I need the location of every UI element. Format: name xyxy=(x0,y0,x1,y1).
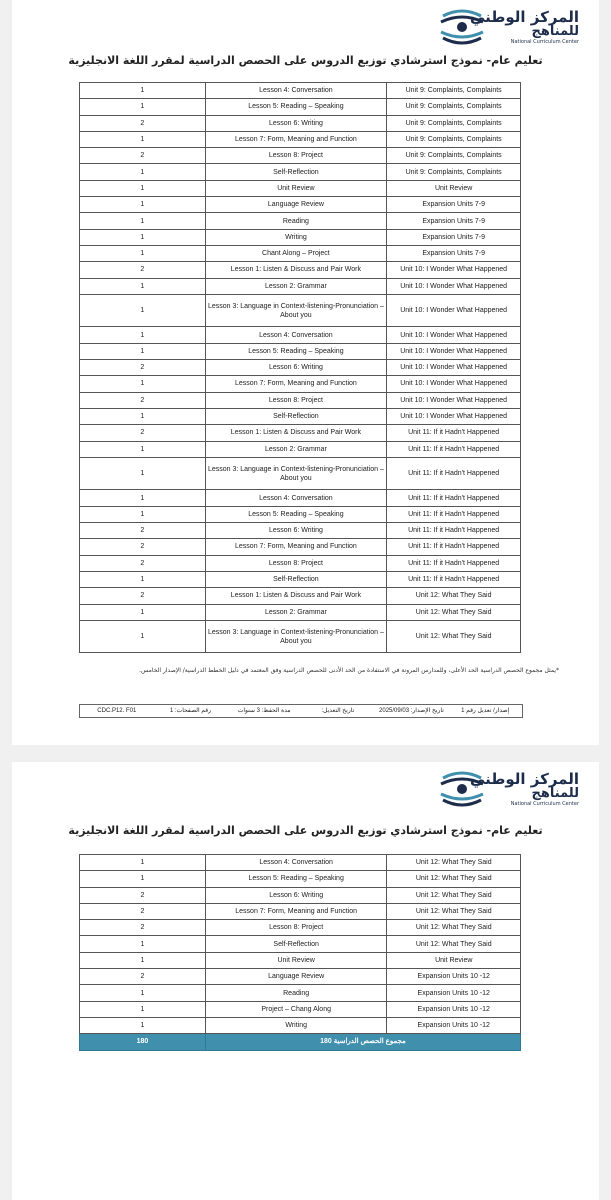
table-row xyxy=(80,83,521,99)
unit-cell: Unit 11: If it Hadn't Happened xyxy=(387,523,521,539)
unit-cell: Unit 10: I Wonder What Happened xyxy=(387,408,521,424)
lesson-cell: Project – Chang Along xyxy=(205,1001,387,1017)
periods-cell: 2 xyxy=(80,555,206,571)
lesson-cell: Lesson 2: Grammar xyxy=(205,441,387,457)
periods-cell: 1 xyxy=(80,936,206,952)
table-row xyxy=(80,425,521,441)
table-row xyxy=(80,343,521,359)
unit-cell: Unit 11: If it Hadn't Happened xyxy=(387,425,521,441)
periods-cell: 2 xyxy=(80,588,206,604)
lesson-cell: Lesson 1: Listen & Discuss and Pair Work xyxy=(205,588,387,604)
lesson-cell: Self-Reflection xyxy=(205,571,387,587)
unit-cell: Unit 10: I Wonder What Happened xyxy=(387,376,521,392)
unit-cell: Expansion Units 10 -12 xyxy=(387,969,521,985)
periods-cell: 1 xyxy=(80,1017,206,1033)
table-row xyxy=(80,555,521,571)
table-row xyxy=(80,115,521,131)
periods-cell: 1 xyxy=(80,294,206,327)
unit-cell: Expansion Units 7-9 xyxy=(387,213,521,229)
table-row xyxy=(80,148,521,164)
periods-cell: 1 xyxy=(80,620,206,653)
total-value: 180 xyxy=(80,1034,206,1050)
table-row xyxy=(80,920,521,936)
logo-name-ar-2: للمناهج xyxy=(531,786,579,801)
periods-cell: 1 xyxy=(80,327,206,343)
unit-cell: Unit Review xyxy=(387,952,521,968)
table-row xyxy=(80,952,521,968)
table-row xyxy=(80,164,521,180)
lesson-cell: Unit Review xyxy=(205,180,387,196)
unit-cell: Expansion Units 7-9 xyxy=(387,245,521,261)
logo-name-ar-2: للمناهج xyxy=(531,24,579,39)
periods-cell: 1 xyxy=(80,229,206,245)
unit-cell: Unit 10: I Wonder What Happened xyxy=(387,343,521,359)
logo-name-en: National Curriculum Center xyxy=(510,39,579,45)
table-row xyxy=(80,262,521,278)
table-row xyxy=(80,294,521,327)
footnote: *يمثل مجموع الحصص الدراسية الحد الأعلى، وللمدارس المرونة في الاستفادة من الحد الأدنى للحصص الدراسية وفق المعتمد في دليل الخطط الدراسية/ الإصدار الخامس. xyxy=(139,667,559,674)
periods-cell: 1 xyxy=(80,985,206,1001)
lesson-cell: Lesson 7: Form, Meaning and Function xyxy=(205,903,387,919)
lesson-cell: Lesson 1: Listen & Discuss and Pair Work xyxy=(205,425,387,441)
unit-cell: Unit 10: I Wonder What Happened xyxy=(387,278,521,294)
footer-pages: رقم الصفحات: 1 xyxy=(169,708,212,714)
unit-cell: Unit 9: Complaints, Complaints xyxy=(387,148,521,164)
unit-cell: Unit 11: If it Hadn't Happened xyxy=(387,539,521,555)
table-row xyxy=(80,213,521,229)
periods-cell: 2 xyxy=(80,115,206,131)
lesson-cell: Reading xyxy=(205,985,387,1001)
lesson-cell: Lesson 7: Form, Meaning and Function xyxy=(205,539,387,555)
unit-cell: Unit Review xyxy=(387,180,521,196)
periods-cell: 1 xyxy=(80,871,206,887)
periods-cell: 1 xyxy=(80,343,206,359)
ncc-logo xyxy=(439,768,579,810)
table-row xyxy=(80,131,521,147)
periods-cell: 2 xyxy=(80,262,206,278)
table-row xyxy=(80,278,521,294)
table-row xyxy=(80,539,521,555)
unit-cell: Unit 9: Complaints, Complaints xyxy=(387,131,521,147)
periods-cell: 1 xyxy=(80,952,206,968)
lesson-cell: Lesson 5: Reading – Speaking xyxy=(205,99,387,115)
lesson-cell: Lesson 6: Writing xyxy=(205,360,387,376)
table-row xyxy=(80,99,521,115)
periods-cell: 1 xyxy=(80,855,206,871)
table-row xyxy=(80,871,521,887)
unit-cell: Unit 10: I Wonder What Happened xyxy=(387,392,521,408)
lessons-table-page-2 xyxy=(79,854,521,1051)
table-row xyxy=(80,887,521,903)
lesson-cell: Writing xyxy=(205,1017,387,1033)
table-row xyxy=(80,327,521,343)
lesson-cell: Language Review xyxy=(205,969,387,985)
lesson-cell: Lesson 4: Conversation xyxy=(205,855,387,871)
unit-cell: Unit 10: I Wonder What Happened xyxy=(387,262,521,278)
periods-cell: 2 xyxy=(80,920,206,936)
table-row xyxy=(80,392,521,408)
periods-cell: 1 xyxy=(80,441,206,457)
lesson-cell: Unit Review xyxy=(205,952,387,968)
unit-cell: Unit 12: What They Said xyxy=(387,903,521,919)
lesson-cell: Self-Reflection xyxy=(205,936,387,952)
unit-cell: Unit 11: If it Hadn't Happened xyxy=(387,506,521,522)
document-page-2 xyxy=(12,762,599,1200)
unit-cell: Expansion Units 10 -12 xyxy=(387,985,521,1001)
lesson-cell: Self-Reflection xyxy=(205,408,387,424)
document-page-1 xyxy=(12,0,599,745)
unit-cell: Unit 10: I Wonder What Happened xyxy=(387,327,521,343)
lesson-cell: Lesson 4: Conversation xyxy=(205,83,387,99)
lesson-cell: Lesson 6: Writing xyxy=(205,887,387,903)
periods-cell: 1 xyxy=(80,604,206,620)
lesson-cell: Lesson 6: Writing xyxy=(205,523,387,539)
table-row xyxy=(80,969,521,985)
periods-cell: 1 xyxy=(80,131,206,147)
lesson-cell: Lesson 2: Grammar xyxy=(205,604,387,620)
footer-modified-date: تاريخ التعديل: xyxy=(321,708,355,714)
document-footer xyxy=(79,704,523,718)
lesson-cell: Lesson 3: Language in Context-listening-Pronunciation – About you xyxy=(205,457,387,490)
lesson-cell: Lesson 5: Reading – Speaking xyxy=(205,506,387,522)
table-row xyxy=(80,360,521,376)
unit-cell: Unit 9: Complaints, Complaints xyxy=(387,164,521,180)
periods-cell: 2 xyxy=(80,969,206,985)
lesson-cell: Lesson 5: Reading – Speaking xyxy=(205,871,387,887)
table-row xyxy=(80,408,521,424)
unit-cell: Unit 11: If it Hadn't Happened xyxy=(387,457,521,490)
unit-cell: Expansion Units 10 -12 xyxy=(387,1017,521,1033)
periods-cell: 1 xyxy=(80,457,206,490)
table-row xyxy=(80,903,521,919)
unit-cell: Unit 12: What They Said xyxy=(387,887,521,903)
lesson-cell: Lesson 6: Writing xyxy=(205,115,387,131)
lesson-cell: Chant Along – Project xyxy=(205,245,387,261)
unit-cell: Unit 11: If it Hadn't Happened xyxy=(387,571,521,587)
periods-cell: 1 xyxy=(80,180,206,196)
lesson-cell: Lesson 2: Grammar xyxy=(205,278,387,294)
unit-cell: Unit 12: What They Said xyxy=(387,855,521,871)
footer-code: CDC.P12. F01 xyxy=(97,708,137,714)
table-row xyxy=(80,376,521,392)
unit-cell: Unit 12: What They Said xyxy=(387,871,521,887)
lesson-cell: Language Review xyxy=(205,197,387,213)
periods-cell: 1 xyxy=(80,1001,206,1017)
unit-cell: Unit 11: If it Hadn't Happened xyxy=(387,490,521,506)
periods-cell: 2 xyxy=(80,539,206,555)
periods-cell: 1 xyxy=(80,213,206,229)
unit-cell: Unit 10: I Wonder What Happened xyxy=(387,294,521,327)
periods-cell: 1 xyxy=(80,99,206,115)
unit-cell: Unit 11: If it Hadn't Happened xyxy=(387,555,521,571)
table-row xyxy=(80,571,521,587)
unit-cell: Expansion Units 7-9 xyxy=(387,229,521,245)
unit-cell: Unit 12: What They Said xyxy=(387,920,521,936)
page-title: تعليم عام- نموذج استرشادي توزيع الدروس على الحصص الدراسية لمقرر اللغة الانجليزية xyxy=(68,824,543,837)
lesson-cell: Lesson 1: Listen & Discuss and Pair Work xyxy=(205,262,387,278)
periods-cell: 2 xyxy=(80,425,206,441)
lesson-cell: Lesson 4: Conversation xyxy=(205,327,387,343)
logo-name-ar-1: المركز الوطني xyxy=(469,8,579,26)
periods-cell: 1 xyxy=(80,164,206,180)
table-row xyxy=(80,855,521,871)
lesson-cell: Lesson 3: Language in Context-listening-Pronunciation – About you xyxy=(205,620,387,653)
total-row xyxy=(80,1034,521,1050)
table-row xyxy=(80,457,521,490)
ncc-logo xyxy=(439,6,579,48)
lesson-cell: Reading xyxy=(205,213,387,229)
unit-cell: Unit 12: What They Said xyxy=(387,588,521,604)
total-label: مجموع الحصص الدراسية 180 xyxy=(205,1034,520,1050)
lesson-cell: Lesson 5: Reading – Speaking xyxy=(205,343,387,359)
lessons-table-page-1 xyxy=(79,82,521,653)
lesson-cell: Lesson 8: Project xyxy=(205,392,387,408)
table-row xyxy=(80,936,521,952)
periods-cell: 2 xyxy=(80,903,206,919)
lesson-cell: Self-Reflection xyxy=(205,164,387,180)
unit-cell: Unit 10: I Wonder What Happened xyxy=(387,360,521,376)
table-row xyxy=(80,197,521,213)
table-row xyxy=(80,229,521,245)
footer-retention: مدة الحفظ: 3 سنوات xyxy=(237,708,291,714)
table-row xyxy=(80,588,521,604)
table-row xyxy=(80,441,521,457)
lesson-cell: Lesson 8: Project xyxy=(205,555,387,571)
lesson-cell: Lesson 8: Project xyxy=(205,148,387,164)
periods-cell: 1 xyxy=(80,506,206,522)
periods-cell: 2 xyxy=(80,148,206,164)
periods-cell: 1 xyxy=(80,278,206,294)
table-row xyxy=(80,604,521,620)
table-row xyxy=(80,985,521,1001)
unit-cell: Unit 12: What They Said xyxy=(387,936,521,952)
lesson-cell: Lesson 7: Form, Meaning and Function xyxy=(205,376,387,392)
unit-cell: Unit 11: If it Hadn't Happened xyxy=(387,441,521,457)
footer-issue: إصدار/ تعديل رقم 1 xyxy=(461,708,510,714)
footer-issue-date: تاريخ الإصدار: 2025/09/03 xyxy=(379,708,444,714)
lesson-cell: Lesson 7: Form, Meaning and Function xyxy=(205,131,387,147)
lesson-cell: Lesson 4: Conversation xyxy=(205,490,387,506)
table-row xyxy=(80,490,521,506)
periods-cell: 1 xyxy=(80,571,206,587)
unit-cell: Unit 9: Complaints, Complaints xyxy=(387,99,521,115)
periods-cell: 2 xyxy=(80,523,206,539)
lesson-cell: Lesson 3: Language in Context-listening-Pronunciation – About you xyxy=(205,294,387,327)
unit-cell: Unit 9: Complaints, Complaints xyxy=(387,83,521,99)
periods-cell: 1 xyxy=(80,83,206,99)
unit-cell: Unit 12: What They Said xyxy=(387,620,521,653)
periods-cell: 1 xyxy=(80,197,206,213)
table-row xyxy=(80,1017,521,1033)
periods-cell: 2 xyxy=(80,887,206,903)
unit-cell: Expansion Units 10 -12 xyxy=(387,1001,521,1017)
periods-cell: 2 xyxy=(80,360,206,376)
periods-cell: 1 xyxy=(80,245,206,261)
table-row xyxy=(80,245,521,261)
unit-cell: Expansion Units 7-9 xyxy=(387,197,521,213)
lesson-cell: Lesson 8: Project xyxy=(205,920,387,936)
lesson-cell: Writing xyxy=(205,229,387,245)
unit-cell: Unit 9: Complaints, Complaints xyxy=(387,115,521,131)
unit-cell: Unit 12: What They Said xyxy=(387,604,521,620)
periods-cell: 2 xyxy=(80,392,206,408)
periods-cell: 1 xyxy=(80,490,206,506)
periods-cell: 1 xyxy=(80,408,206,424)
table-row xyxy=(80,1001,521,1017)
logo-name-ar-1: المركز الوطني xyxy=(469,770,579,788)
periods-cell: 1 xyxy=(80,376,206,392)
table-row xyxy=(80,620,521,653)
table-row xyxy=(80,180,521,196)
page-title: تعليم عام- نموذج استرشادي توزيع الدروس على الحصص الدراسية لمقرر اللغة الانجليزية xyxy=(68,54,543,67)
logo-name-en: National Curriculum Center xyxy=(510,801,579,807)
table-row xyxy=(80,523,521,539)
table-row xyxy=(80,506,521,522)
